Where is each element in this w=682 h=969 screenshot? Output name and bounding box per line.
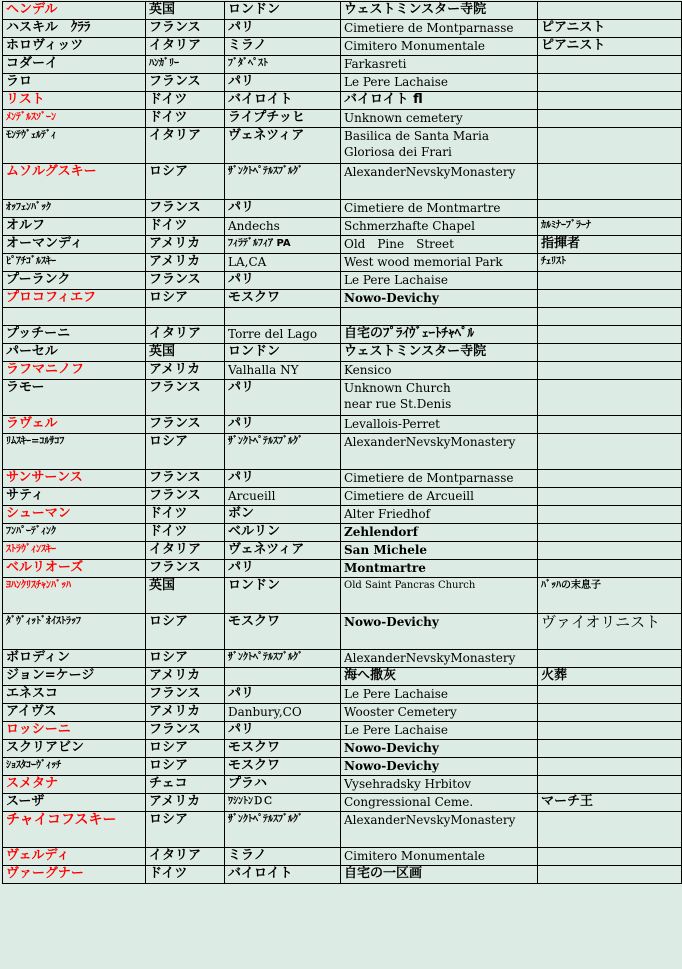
table-body (3, 2, 682, 884)
note-cell (538, 848, 682, 866)
country-cell: ロシア (146, 740, 225, 758)
burial-place-cell: Montmartre (341, 560, 538, 578)
burial-place-cell: Unknown cemetery (341, 110, 538, 128)
composer-name-cell: ロッシーニ (3, 722, 146, 740)
table-row (3, 380, 682, 416)
city-cell: ｻﾞﾝｸﾄﾍﾟﾃﾙｽﾌﾞﾙｸﾞ (225, 434, 341, 470)
table-row (3, 38, 682, 56)
country-cell: フランス (146, 272, 225, 290)
composer-name-cell: パーセル (3, 344, 146, 362)
burial-place-cell: Zehlendorf (341, 524, 538, 542)
composer-name-cell: オーマンディ (3, 236, 146, 254)
country-cell: イタリア (146, 38, 225, 56)
note-cell: ピアニスト (538, 20, 682, 38)
note-cell (538, 308, 682, 326)
burial-place-cell: Le Pere Lachaise (341, 686, 538, 704)
note-cell (538, 344, 682, 362)
city-cell: パリ (225, 380, 341, 416)
city-cell: パリ (225, 20, 341, 38)
country-cell: ドイツ (146, 218, 225, 236)
city-cell: プラハ (225, 776, 341, 794)
composer-name-cell: ヴェルディ (3, 848, 146, 866)
composer-name-cell: サンサーンス (3, 470, 146, 488)
table-row (3, 740, 682, 758)
note-cell (538, 56, 682, 74)
burial-place-cell: Cimetiere de Arcueill (341, 488, 538, 506)
note-cell (538, 2, 682, 20)
burial-place-cell: ウェストミンスター寺院 (341, 344, 538, 362)
note-cell (538, 704, 682, 722)
composer-name-cell: ラヴェル (3, 416, 146, 434)
city-cell: LA,CA (225, 254, 341, 272)
country-cell: イタリア (146, 848, 225, 866)
burial-place-cell (341, 308, 538, 326)
note-cell (538, 326, 682, 344)
table-row (3, 758, 682, 776)
burial-place-cell: 海へ撒灰 (341, 668, 538, 686)
note-cell (538, 110, 682, 128)
composer-name-cell: ｵｯﾌｪﾝﾊﾞｯｸ (3, 200, 146, 218)
burial-place-cell: Le Pere Lachaise (341, 272, 538, 290)
note-cell: 火葬 (538, 668, 682, 686)
composer-name-cell: オルフ (3, 218, 146, 236)
note-cell (538, 272, 682, 290)
table-row (3, 524, 682, 542)
city-cell: パリ (225, 560, 341, 578)
country-cell: アメリカ (146, 704, 225, 722)
table-row (3, 218, 682, 236)
composer-name-cell: ホロヴィッツ (3, 38, 146, 56)
composer-name-cell: エネスコ (3, 686, 146, 704)
composer-name-cell: プッチーニ (3, 326, 146, 344)
table-row (3, 776, 682, 794)
burial-place-cell: Levallois-Perret (341, 416, 538, 434)
country-cell: 英国 (146, 344, 225, 362)
country-cell: フランス (146, 488, 225, 506)
table-row (3, 164, 682, 200)
burial-place-cell: Wooster Cemetery (341, 704, 538, 722)
city-cell: ミラノ (225, 848, 341, 866)
composer-name-cell: プーランク (3, 272, 146, 290)
city-cell: ｻﾞﾝｸﾄﾍﾟﾃﾙｽﾌﾞﾙｸﾞ (225, 812, 341, 848)
table-row (3, 236, 682, 254)
country-cell: ドイツ (146, 110, 225, 128)
note-cell (538, 812, 682, 848)
city-cell (225, 668, 341, 686)
burial-place-cell: Kensico (341, 362, 538, 380)
country-cell: ﾊﾝｶﾞﾘｰ (146, 56, 225, 74)
country-cell: ドイツ (146, 866, 225, 884)
city-cell: モスクワ (225, 740, 341, 758)
composer-name-cell: ジョン=ケージ (3, 668, 146, 686)
city-cell: パリ (225, 416, 341, 434)
country-cell: ロシア (146, 614, 225, 650)
table-row (3, 650, 682, 668)
note-cell (538, 722, 682, 740)
country-cell: アメリカ (146, 254, 225, 272)
note-cell (538, 164, 682, 200)
table-row (3, 578, 682, 614)
city-cell: パリ (225, 722, 341, 740)
note-cell: マーチ王 (538, 794, 682, 812)
note-cell (538, 200, 682, 218)
note-cell: ﾊﾞｯﾊの末息子 (538, 578, 682, 614)
burial-place-cell: バイロイト fl (341, 92, 538, 110)
city-cell: ヴェネツィア (225, 128, 341, 164)
city-cell: Valhalla NY (225, 362, 341, 380)
note-cell (538, 290, 682, 308)
note-cell (538, 434, 682, 470)
country-cell: アメリカ (146, 794, 225, 812)
composer-name-cell: ラモー (3, 380, 146, 416)
composer-name-cell: ムソルグスキー (3, 164, 146, 200)
country-cell: フランス (146, 74, 225, 92)
burial-place-cell: AlexanderNevskyMonastery (341, 434, 538, 470)
composer-name-cell: ﾌﾝﾊﾟｰﾃﾞｨﾝｸ (3, 524, 146, 542)
composer-name-cell: ｼｮｽﾀｺｰｳﾞｨｯﾁ (3, 758, 146, 776)
country-cell: ロシア (146, 812, 225, 848)
country-cell: チェコ (146, 776, 225, 794)
burial-place-cell: Nowo-Devichy (341, 290, 538, 308)
burial-place-cell: Nowo-Devichy (341, 758, 538, 776)
note-cell (538, 488, 682, 506)
country-cell: フランス (146, 560, 225, 578)
note-cell (538, 542, 682, 560)
table-row (3, 812, 682, 848)
composer-name-cell: ﾖﾊﾝｸﾘｽﾁｬﾝﾊﾞｯﾊ (3, 578, 146, 614)
note-cell: ヴァイオリニスト (538, 614, 682, 650)
table-row (3, 614, 682, 650)
city-cell: Andechs (225, 218, 341, 236)
table-row (3, 362, 682, 380)
table-row (3, 20, 682, 38)
table-row (3, 794, 682, 812)
city-cell: モスクワ (225, 614, 341, 650)
city-cell: Danbury,CO (225, 704, 341, 722)
burial-place-cell: West wood memorial Park (341, 254, 538, 272)
composer-name-cell: チャイコフスキー (3, 812, 146, 848)
country-cell: フランス (146, 686, 225, 704)
city-cell: ロンドン (225, 344, 341, 362)
city-cell: ライプチッヒ (225, 110, 341, 128)
table-row (3, 686, 682, 704)
composer-name-cell (3, 308, 146, 326)
note-cell (538, 92, 682, 110)
city-cell: バイロイト (225, 92, 341, 110)
city-cell: モスクワ (225, 758, 341, 776)
table-row (3, 866, 682, 884)
composer-name-cell: ラフマニノフ (3, 362, 146, 380)
table-row (3, 560, 682, 578)
note-cell (538, 560, 682, 578)
table-row (3, 308, 682, 326)
burial-place-cell: Cimetiere de Montmartre (341, 200, 538, 218)
burial-place-cell: Vysehradsky Hrbitov (341, 776, 538, 794)
country-cell: ドイツ (146, 506, 225, 524)
table-row (3, 488, 682, 506)
city-cell (225, 308, 341, 326)
table-row (3, 92, 682, 110)
city-cell: ロンドン (225, 578, 341, 614)
note-cell (538, 758, 682, 776)
burial-place-cell: 自宅のﾌﾟﾗｲｳﾞｪｰﾄﾁｬﾍﾟﾙ (341, 326, 538, 344)
table-row (3, 668, 682, 686)
city-cell: ｻﾞﾝｸﾄﾍﾟﾃﾙｽﾌﾞﾙｸﾞ (225, 650, 341, 668)
composer-name-cell: ハスキル ｸﾗﾗ (3, 20, 146, 38)
note-cell (538, 740, 682, 758)
note-cell (538, 524, 682, 542)
country-cell: アメリカ (146, 236, 225, 254)
note-cell: 指揮者 (538, 236, 682, 254)
note-cell (538, 650, 682, 668)
table-row (3, 416, 682, 434)
city-cell: ミラノ (225, 38, 341, 56)
table-row (3, 110, 682, 128)
country-cell: フランス (146, 380, 225, 416)
table-row (3, 542, 682, 560)
composer-name-cell: ラロ (3, 74, 146, 92)
country-cell: フランス (146, 20, 225, 38)
burial-place-cell: San Michele (341, 542, 538, 560)
burial-place-cell: AlexanderNevskyMonastery (341, 812, 538, 848)
city-cell: Torre del Lago (225, 326, 341, 344)
country-cell: イタリア (146, 326, 225, 344)
country-cell: ロシア (146, 758, 225, 776)
city-cell: ベルリン (225, 524, 341, 542)
burial-place-cell: Basilica de Santa Maria Gloriosa dei Frari (341, 128, 538, 164)
composer-name-cell: プロコフィエフ (3, 290, 146, 308)
composer-name-cell: ヴァーグナー (3, 866, 146, 884)
note-cell (538, 416, 682, 434)
burial-place-cell: 自宅の一区画 (341, 866, 538, 884)
table-row (3, 128, 682, 164)
city-cell: モスクワ (225, 290, 341, 308)
note-cell: ﾁｪﾘｽﾄ (538, 254, 682, 272)
city-cell: パリ (225, 470, 341, 488)
composer-name-cell: スメタナ (3, 776, 146, 794)
city-cell: Arcueill (225, 488, 341, 506)
burial-place-cell: Cimetiere de Montparnasse (341, 470, 538, 488)
note-cell: ピアニスト (538, 38, 682, 56)
composer-name-cell: スクリアビン (3, 740, 146, 758)
composer-name-cell: コダーイ (3, 56, 146, 74)
note-cell: ｶﾙﾐﾅｰﾌﾞﾗｰﾅ (538, 218, 682, 236)
country-cell: フランス (146, 470, 225, 488)
burial-place-cell: Cimitero Monumentale (341, 848, 538, 866)
composer-name-cell: ﾋﾟｱﾁｺﾞﾙｽｷｰ (3, 254, 146, 272)
table-row (3, 254, 682, 272)
table-row (3, 722, 682, 740)
city-cell: ｻﾞﾝｸﾄﾍﾟﾃﾙｽﾌﾞﾙｸﾞ (225, 164, 341, 200)
table-row (3, 848, 682, 866)
table-row (3, 344, 682, 362)
country-cell: 英国 (146, 2, 225, 20)
note-cell (538, 128, 682, 164)
city-cell: ロンドン (225, 2, 341, 20)
burial-place-cell: Cimetiere de Montparnasse (341, 20, 538, 38)
country-cell: 英国 (146, 578, 225, 614)
table-row (3, 272, 682, 290)
country-cell: ドイツ (146, 92, 225, 110)
composer-name-cell: アイヴス (3, 704, 146, 722)
note-cell (538, 380, 682, 416)
composer-name-cell: ｽﾄﾗｳﾞｨﾝｽｷｰ (3, 542, 146, 560)
composer-name-cell: スーザ (3, 794, 146, 812)
city-cell: ﾌﾞﾀﾞﾍﾟｽﾄ (225, 56, 341, 74)
burial-place-cell: Farkasreti (341, 56, 538, 74)
burial-place-cell: Old Pine Street (341, 236, 538, 254)
composer-name-cell: ベルリオーズ (3, 560, 146, 578)
city-cell: ﾜｼﾝﾄﾝＤＣ (225, 794, 341, 812)
composer-name-cell: ﾒﾝﾃﾞﾙｽｿﾞｰﾝ (3, 110, 146, 128)
burial-place-cell: Schmerzhafte Chapel (341, 218, 538, 236)
city-cell: パリ (225, 272, 341, 290)
city-cell: バイロイト (225, 866, 341, 884)
table-row (3, 506, 682, 524)
composer-name-cell: ﾓﾝﾃｳﾞｪﾙﾃﾞｨ (3, 128, 146, 164)
burial-place-cell: Le Pere Lachaise (341, 74, 538, 92)
composer-name-cell: シューマン (3, 506, 146, 524)
country-cell: フランス (146, 722, 225, 740)
country-cell: フランス (146, 200, 225, 218)
composer-graves-table (2, 1, 682, 884)
burial-place-cell: ウェストミンスター寺院 (341, 2, 538, 20)
burial-place-cell: AlexanderNevskyMonastery (341, 650, 538, 668)
country-cell: ロシア (146, 650, 225, 668)
city-cell: パリ (225, 200, 341, 218)
burial-place-cell: Nowo-Devichy (341, 614, 538, 650)
table-row (3, 470, 682, 488)
note-cell (538, 470, 682, 488)
burial-place-cell: Alter Friedhof (341, 506, 538, 524)
table-row (3, 290, 682, 308)
country-cell: ロシア (146, 164, 225, 200)
table-row (3, 2, 682, 20)
table-row (3, 74, 682, 92)
country-cell: アメリカ (146, 668, 225, 686)
country-cell: イタリア (146, 128, 225, 164)
country-cell (146, 308, 225, 326)
note-cell (538, 506, 682, 524)
burial-place-cell: Unknown Church near rue St.Denis (341, 380, 538, 416)
country-cell: ロシア (146, 290, 225, 308)
burial-place-cell: Nowo-Devichy (341, 740, 538, 758)
country-cell: ドイツ (146, 524, 225, 542)
composer-name-cell: ヘンデル (3, 2, 146, 20)
composer-name-cell: サティ (3, 488, 146, 506)
composer-name-cell: ボロディン (3, 650, 146, 668)
burial-place-cell: Le Pere Lachaise (341, 722, 538, 740)
burial-place-cell: Old Saint Pancras Church (341, 578, 538, 614)
burial-place-cell: Cimitero Monumentale (341, 38, 538, 56)
country-cell: フランス (146, 416, 225, 434)
note-cell (538, 74, 682, 92)
table-row (3, 434, 682, 470)
burial-place-cell: Congressional Ceme. (341, 794, 538, 812)
table-row (3, 326, 682, 344)
burial-place-cell: AlexanderNevskyMonastery (341, 164, 538, 200)
city-cell: ヴェネツィア (225, 542, 341, 560)
table-row (3, 704, 682, 722)
table-row (3, 200, 682, 218)
composer-name-cell: ﾀﾞｳﾞｨｯﾄﾞｵｲｽﾄﾗｯﾌ (3, 614, 146, 650)
city-cell: パリ (225, 74, 341, 92)
note-cell (538, 686, 682, 704)
country-cell: イタリア (146, 542, 225, 560)
note-cell (538, 866, 682, 884)
composer-name-cell: ﾘﾑｽｷｰ=ｺﾙｻｺﾌ (3, 434, 146, 470)
city-cell: ボン (225, 506, 341, 524)
city-cell: ﾌｨﾗﾃﾞﾙﾌｨｱ PA (225, 236, 341, 254)
country-cell: ロシア (146, 434, 225, 470)
note-cell (538, 776, 682, 794)
table-row (3, 56, 682, 74)
country-cell: アメリカ (146, 362, 225, 380)
note-cell (538, 362, 682, 380)
city-cell: パリ (225, 686, 341, 704)
composer-name-cell: リスト (3, 92, 146, 110)
